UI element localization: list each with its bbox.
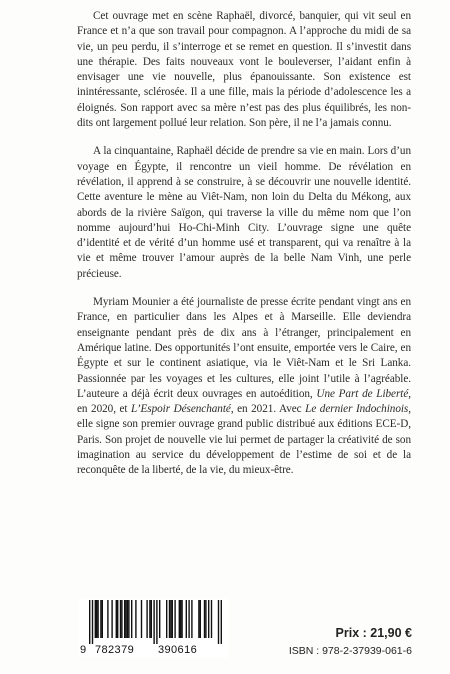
text-segment: , en 2021. Avec	[230, 403, 306, 416]
barcode-bar	[120, 600, 121, 638]
barcode-bar	[188, 600, 189, 638]
barcode-bar	[124, 600, 125, 638]
barcode-bar	[200, 600, 201, 638]
barcode-bar	[111, 600, 112, 638]
barcode-bar	[127, 600, 128, 638]
text-segment: Myriam Mounier a été journaliste de presse écrite pendant vingt ans en France, en particulier dans les Alpes et à Marseille. Elle deviendra enseignante pendant près de dix ans à l’étranger, principalement en Amérique latine. Des opportunités l’ont ensuite, emportée vers le Caire, en Égypte et sur le continent asiatique, via le Viêt-Nam et le Sri Lanka. Passionnée par les voyages et les cultures, elle joint l’utile à l’agréable. L’auteure a déjà écrit deux ouvrages en autoédition,	[77, 296, 411, 400]
barcode-bar	[135, 600, 136, 638]
barcode-guard-bar	[92, 600, 93, 644]
barcode-bar	[117, 600, 118, 638]
barcode-bar	[179, 600, 180, 638]
barcode-guard-bar	[153, 600, 154, 644]
barcode-bar	[100, 600, 101, 638]
barcode-bar	[116, 600, 117, 638]
barcode-bar	[174, 600, 175, 638]
barcode-bar	[181, 600, 182, 638]
barcode-bars	[79, 598, 229, 644]
barcode-guard-bar	[218, 600, 219, 644]
barcode-group-1: 782379	[95, 644, 135, 656]
barcode-bar	[170, 600, 171, 638]
barcode-bar	[172, 600, 173, 638]
barcode-bar	[166, 600, 167, 638]
barcode-lead-digit: 9	[80, 644, 87, 656]
barcode-guard-bar	[221, 600, 222, 644]
barcode-bar	[169, 600, 170, 638]
barcode-guard-bar	[89, 600, 90, 644]
barcode-bar	[149, 600, 150, 638]
barcode-bar	[121, 600, 122, 638]
barcode-bar	[191, 600, 192, 638]
barcode-bar	[96, 600, 97, 638]
text-segment: , en 2020, et	[77, 387, 411, 416]
barcode-bar	[159, 600, 160, 638]
barcode-bar	[211, 600, 212, 638]
price-label: Prix : 21,90 €	[335, 626, 412, 640]
book-title: Le dernier Indochinois	[305, 403, 409, 416]
barcode-bar	[97, 600, 98, 638]
barcode-bar	[128, 600, 129, 638]
text-segment: Cet ouvrage met en scène Raphaël, divorcé, banquier, qui vit seul en France et n’a que son travail pour compagnon. A l’approche du midi de sa vie, un peu perdu, il s’interroge et se remet en question. Il s’investit dans une thérapie. Des faits nouveaux vont le bouleverser, l’aidant enfin à envisager une vie nouvelle, plus épanouissante. Son existence est inintéressante, sclérosée. Il a une fille, mais la période d’adolescence les a éloignés. Son rapport avec sa mère n’est pas des plus équilibrés, les non-dits ont largement pollué leur relation. Son père, il ne l’a jamais connu.	[77, 10, 411, 130]
barcode-bar	[151, 600, 152, 638]
paragraph	[77, 144, 411, 282]
barcode-bar	[198, 600, 199, 638]
barcode-bar	[131, 600, 132, 638]
barcode-bar	[141, 600, 142, 638]
book-title: L’Espoir Désenchanté	[131, 403, 231, 416]
barcode-bar	[107, 600, 108, 638]
barcode-guard-bar	[156, 600, 157, 644]
text-segment: A la cinquantaine, Raphaël décide de prendre sa vie en main. Lors d’un voyage en Égypte, il rencontre un vieil homme. De révélation en révélation, il apprend à se construire, à se découvrir une nouvelle identité. Cette aventure le mène au Viêt-Nam, non loin du Delta du Mékong, aux abords de la rivière Saïgon, qui traverse la ville du même nom que l’on nomme aujourd’hui Ho-Chi-Minh City. L’ouvrage signe une quête d’identité et de vérité d’un homme usé et transparent, qui va renaître à la vie et même trouver l’amour auprès de la belle Nam Vinh, une perle précieuse.	[77, 145, 411, 280]
paragraph	[77, 295, 411, 479]
barcode-bar	[146, 600, 147, 638]
barcode-bar	[204, 600, 205, 638]
paragraph	[77, 9, 411, 131]
barcode-bar	[102, 600, 103, 638]
barcode-bar	[205, 600, 206, 638]
barcode-bar	[125, 600, 126, 638]
barcode-bar	[208, 600, 209, 638]
barcode-group-2: 390616	[158, 644, 198, 656]
blurb-text	[77, 9, 411, 479]
isbn-label: ISBN : 978-2-37939-061-6	[288, 645, 412, 657]
text-segment: , elle signe son premier ouvrage grand public distribué aux éditions ECE-D, Paris. Son projet de nouvelle vie lui permet de partager la créativité de son imagination au service du développement de l’estime de soi et de la reconquête de la liberté, de la vie, du mieux-être.	[77, 403, 411, 477]
barcode-bar	[180, 600, 181, 638]
barcode-bar	[186, 600, 187, 638]
book-title: Une Part de Liberté	[316, 387, 409, 400]
barcode-bar	[95, 600, 96, 638]
